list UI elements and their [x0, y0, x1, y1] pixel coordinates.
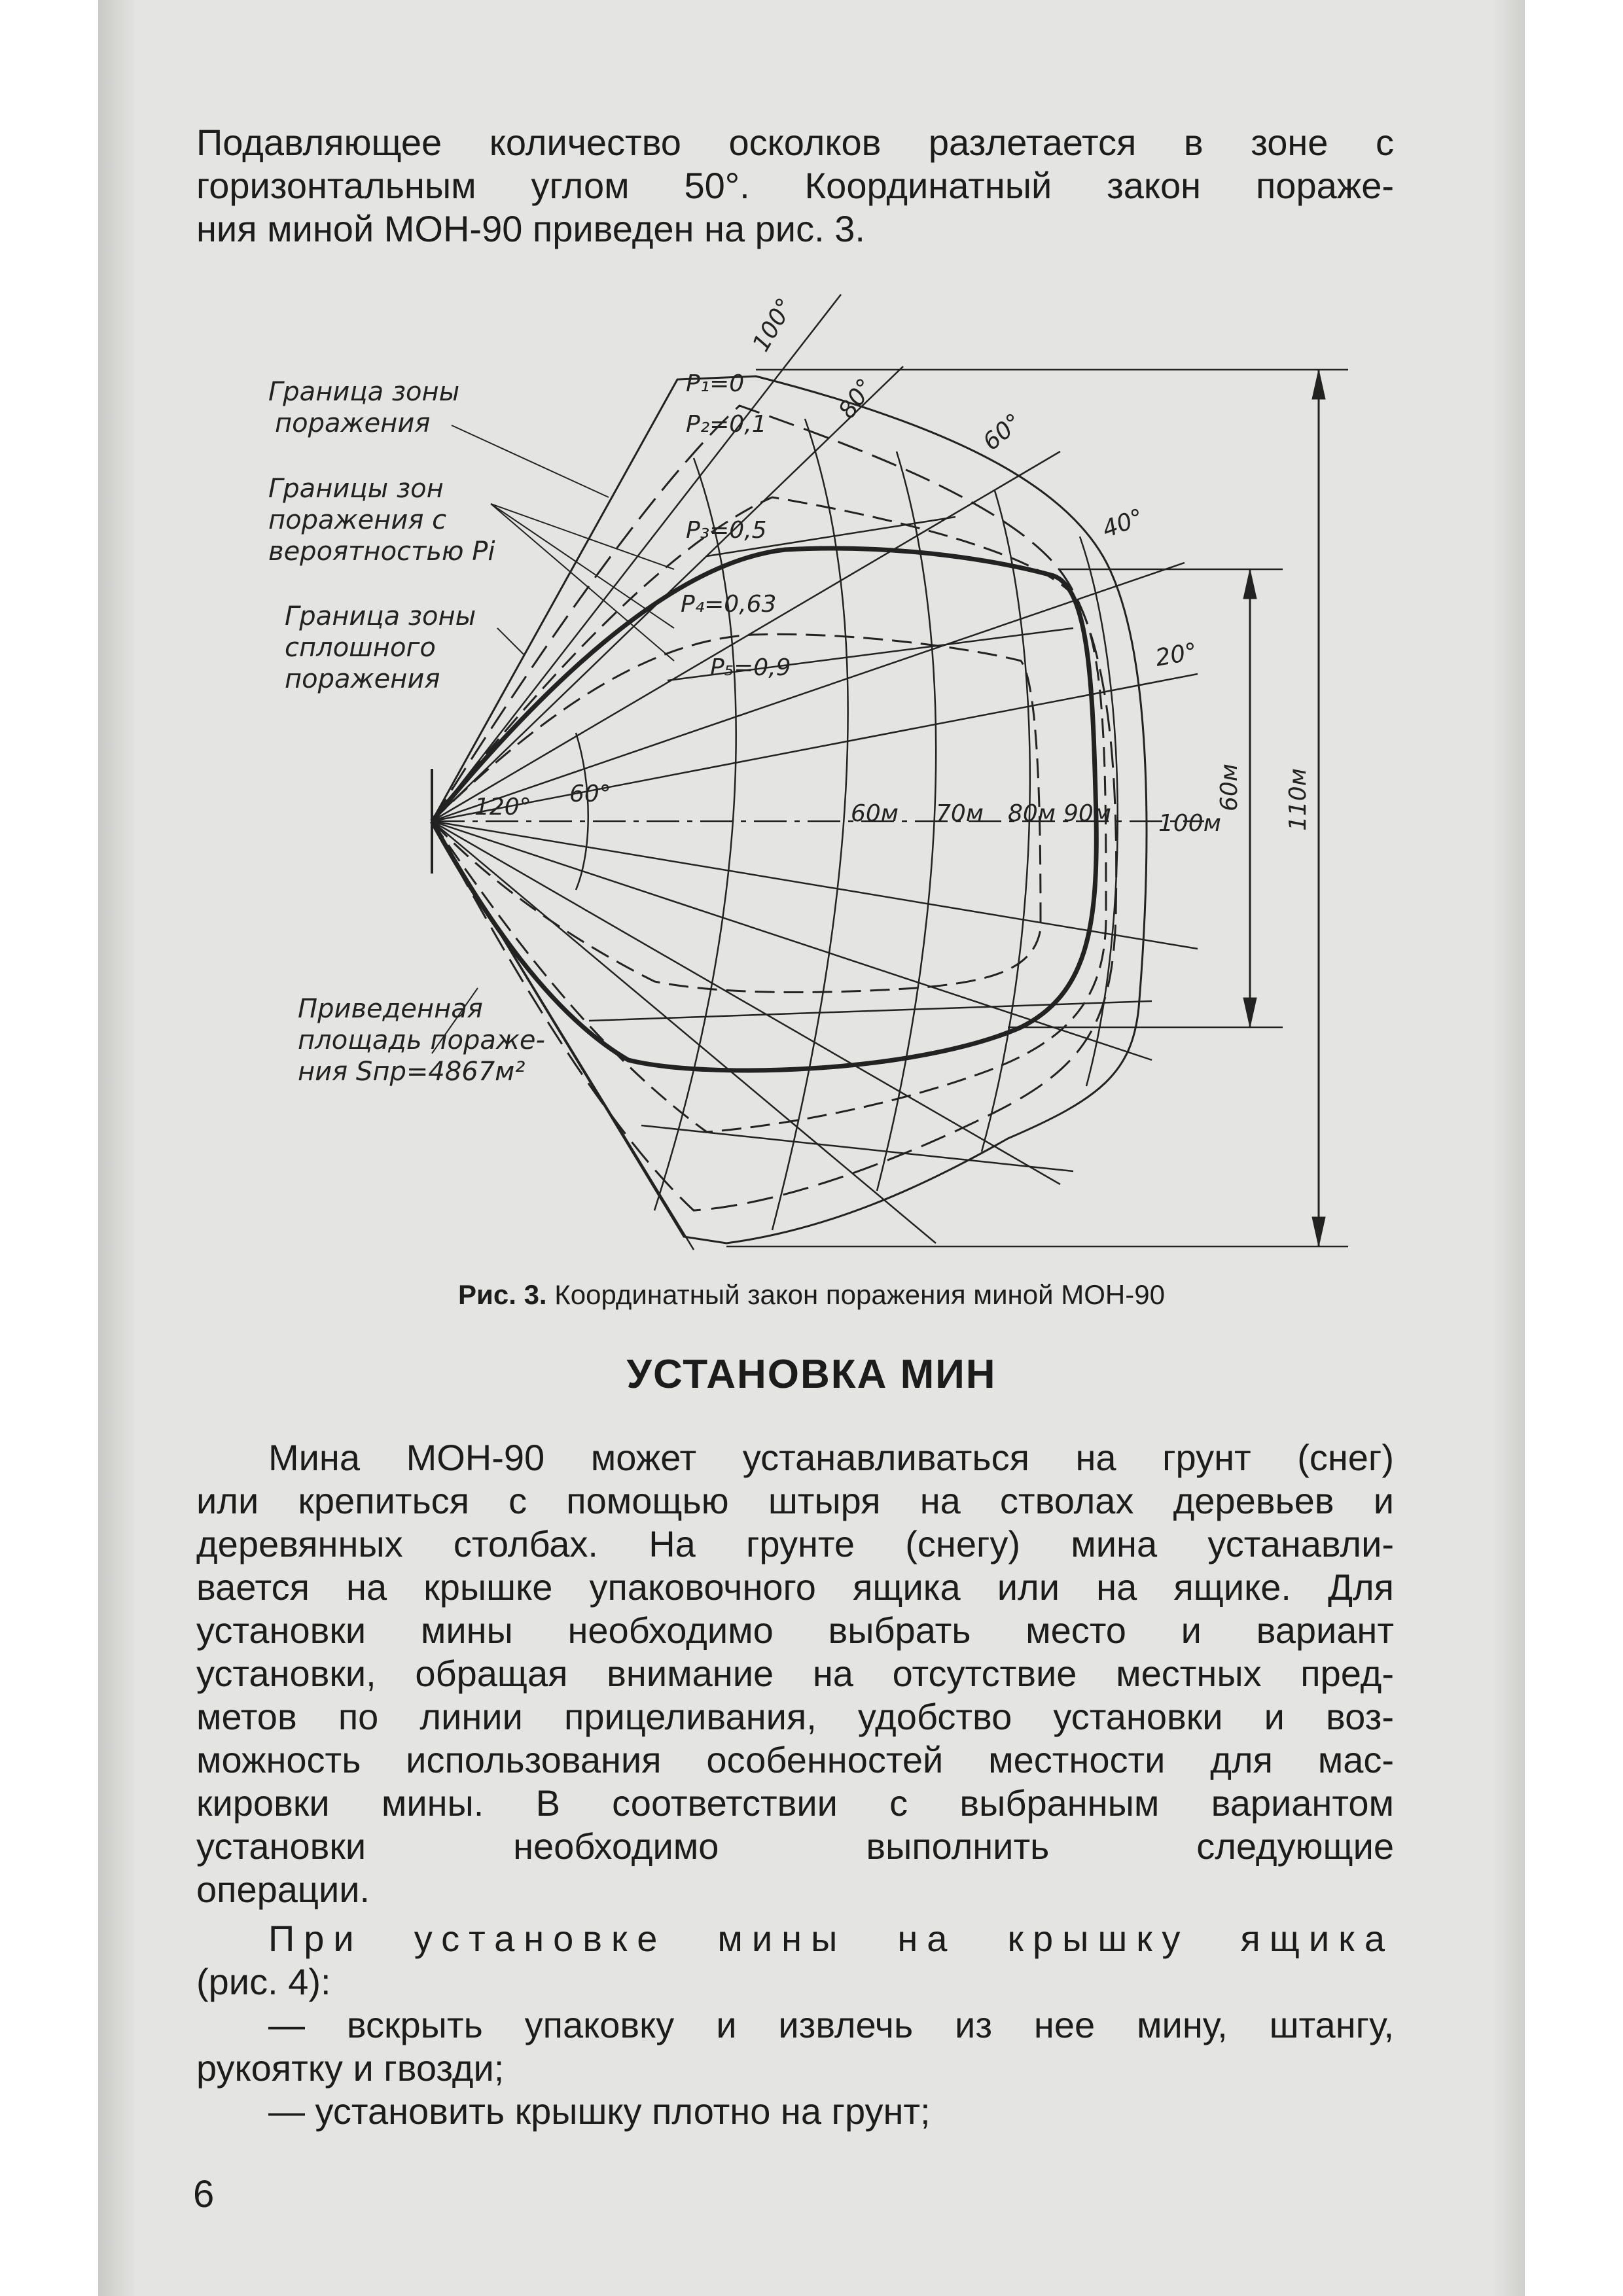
page-number: 6 — [193, 2173, 215, 2216]
body-ref-line: (рис. 4): — [196, 1961, 331, 2002]
body-line-8: можность использования особенностей местности для мас- — [196, 1739, 1394, 1780]
label-dist-70: 70м — [936, 800, 984, 827]
label-zone-boundary-2: поражения — [275, 408, 431, 438]
label-p2: P₂=0,1 — [686, 411, 767, 438]
label-zone-boundary-1: Граница зоны — [268, 377, 460, 407]
intro-line-3: ния миной МОН-90 приведен на рис. 3. — [196, 208, 865, 249]
body-line-10: установки необходимо выполнить следующие — [196, 1826, 1394, 1867]
body-line-11: операции. — [196, 1869, 370, 1910]
label-p5: P₅=0,9 — [710, 654, 791, 681]
label-p1: P₁=0 — [686, 370, 745, 397]
caption-label: Рис. 3. — [458, 1279, 547, 1310]
label-solid-3: поражения — [285, 664, 440, 694]
label-angle-20: 20° — [1153, 638, 1200, 672]
label-solid-1: Граница зоны — [285, 601, 476, 631]
label-angle-40: 40° — [1099, 504, 1148, 544]
intro-line-1: Подавляющее количество осколков разлетается в зоне с — [196, 122, 1394, 163]
body-line-2: или крепиться с помощью штыря на стволах деревьев и — [196, 1480, 1394, 1521]
body-spaced-line: При установке мины на крышку ящика — [268, 1918, 1394, 1959]
label-dim-110: 110м — [1285, 768, 1311, 831]
label-angle-60: 60° — [978, 408, 1027, 456]
body-line-7: метов по линии прицеливания, удобство установки и воз- — [196, 1696, 1394, 1737]
label-zones-prob-1: Границы зон — [268, 474, 444, 504]
label-area-1: Приведенная — [298, 994, 483, 1024]
label-area-2: площадь пораже- — [298, 1025, 545, 1055]
label-zones-prob-2: поражения с — [268, 505, 447, 535]
label-dist-60: 60м — [851, 800, 899, 827]
label-angle-120: 120° — [474, 794, 531, 821]
label-angle-100: 100° — [747, 293, 800, 357]
label-angle-inner-60: 60° — [569, 781, 611, 807]
body-line-3: деревянных столбах. На грунте (снегу) мина устанавли- — [196, 1523, 1394, 1564]
label-solid-2: сплошного — [285, 633, 436, 663]
angle-rays — [432, 294, 1198, 1250]
body-line-4: вается на крышке упаковочного ящика или на ящике. Для — [196, 1566, 1394, 1608]
list-item-2: — установить крышку плотно на грунт; — [268, 2091, 931, 2132]
list-item-1-line-1: — вскрыть упаковку и извлечь из нее мину, штангу, — [268, 2004, 1394, 2045]
body-line-6: установки, обращая внимание на отсутствие местных пред- — [196, 1653, 1394, 1694]
caption-text: Координатный закон поражения миной МОН-90 — [546, 1279, 1165, 1310]
label-p4: P₄=0,63 — [681, 591, 777, 618]
body-line-9: кировки мины. В соответствии с выбранным вариантом — [196, 1782, 1394, 1824]
label-dist-90: 90м — [1063, 800, 1111, 827]
label-angle-80: 80° — [833, 374, 880, 424]
list-item-1-line-2: рукоятку и гвозди; — [196, 2047, 505, 2089]
label-zones-prob-3: вероятностью Pi — [268, 537, 495, 567]
label-dist-80: 80м — [1008, 800, 1056, 827]
label-dist-100: 100м — [1158, 810, 1221, 837]
figure-caption — [0, 1279, 1623, 1311]
section-heading: УСТАНОВКА МИН — [626, 1352, 997, 1397]
label-area-3: ния Sпр=4867м² — [298, 1057, 526, 1087]
intro-line-2: горизонтальным углом 50°. Координатный закон пораже- — [196, 165, 1394, 206]
body-line-1: Мина МОН-90 может устанавливаться на грунт (снег) — [268, 1437, 1394, 1478]
label-dim-60: 60м — [1216, 764, 1243, 811]
label-p3: P₃=0,5 — [686, 517, 767, 544]
leader-lines — [432, 425, 674, 1053]
body-line-5: установки мины необходимо выбрать место и вариант — [196, 1610, 1394, 1651]
